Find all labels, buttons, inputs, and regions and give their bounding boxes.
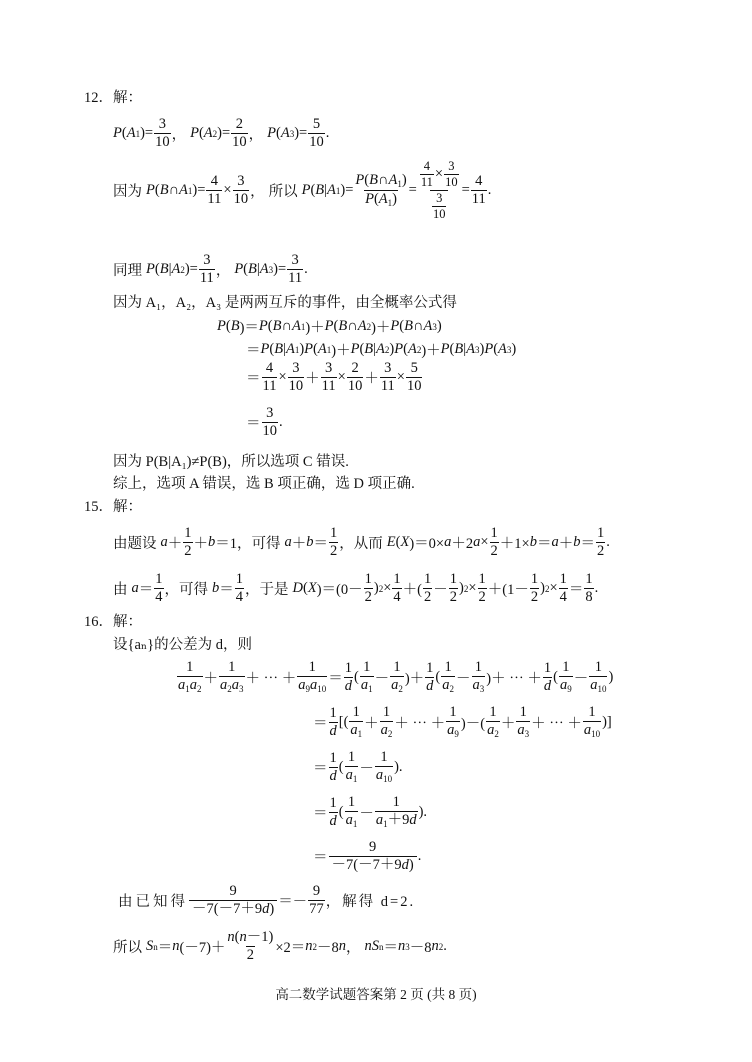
- q16-result-line: 所以 S n ＝ n (－7)＋ $\frac{n(n-1)}{2}$ ×2＝ n 2 －8 n ， nS n ＝ n 3 －8 n 2 .: [113, 929, 447, 964]
- q12-same-line: 同理 P ( B | A 2 )= $\frac{3}{11}$ ， P ( B | A 3 )= $\frac{3}{11}$ .: [113, 252, 308, 287]
- q12-conclusion1: 因为 P(B|A₁)≠P(B)，所以选项 C 错误.: [113, 454, 349, 470]
- q16-known-lead: 由已知得: [118, 894, 188, 911]
- q15-line1: 由题设 a ＋ $\frac{1}{2}$ ＋ b ＝1 ，可得 a ＋ b ＝ $\frac{1}{2}$ ，从而 E ( X )＝0× a ＋2 a × $\frac{1}{2}$ ＋1× b ＝ a ＋ b ＝ $\frac{1}{2}$ .: [113, 525, 610, 560]
- q15-line2-tail: ，于是: [245, 582, 289, 599]
- q15-line2-mid: ，可得: [164, 582, 208, 599]
- q15-line2-lead: 由: [113, 582, 128, 599]
- q16-known-tail: ，解得 d=2.: [325, 894, 416, 911]
- q16-heading: 16．解：: [84, 614, 142, 630]
- q12-conditional-line: 因为 P ( B ∩ A 1 )= $\frac{4}{11}$ × $\frac{3}{10}$ ， 所以 P ( B | A 1 )= $\frac{P(B\cap A_1)}{P(A_1)}$ = $\frac{4}{11}$ × $\frac{3}{10}$ $\frac{3}{10}$ = $\frac{4}{11}$ .: [113, 159, 492, 222]
- q12-total-prob-line2: ＝ P ( B | A 1 ) P ( A 1 )＋ P ( B | A 2 ) P ( A 2 )＋ P ( B | A 3 ) P ( A 3 ): [246, 341, 517, 359]
- q16-sum-line5: ＝ $\frac{9}{-7(-7+9d)}$ .: [313, 839, 422, 874]
- q15-line1-mid: ，可得: [237, 536, 281, 553]
- q15-line1-tail: ，从而: [339, 536, 383, 553]
- q12-total-prob-line1: P ( B )＝ P ( B ∩ A 1 )＋ P ( B ∩ A 2 )＋ P ( B ∩ A 3 ): [217, 318, 442, 336]
- q12-total-prob-line3: ＝ $\frac{4}{11}$ × $\frac{3}{10}$ ＋ $\frac{3}{11}$ × $\frac{2}{10}$ ＋ $\frac{3}{11}$ × $\frac{5}{10}$: [246, 360, 422, 395]
- q12-events-text: 因为 A₁，A₂，A₃ 是两两互斥的事件，由全概率公式得: [113, 295, 457, 311]
- q12-probabilities-line: P ( A 1 )= $\frac{3}{10}$ ， P ( A 2 )= $\frac{2}{10}$ ， P ( A 3 )= $\frac{5}{10}$ .: [113, 116, 330, 151]
- q16-sum-line4: ＝ $\frac{1}{d}$ ( $\frac{1}{a_1}$ － $\frac{1}{a_1+9d}$ ).: [313, 794, 428, 830]
- q15-line2: 由 a ＝ $\frac{1}{4}$ ，可得 b ＝ $\frac{1}{4}$ ，于是 D ( X )＝(0－ $\frac{1}{2}$ ) 2 × $\frac{1}{4}$ ＋( $\frac{1}{2}$ － $\frac{1}{2}$ ) 2 × $\frac{1}{2}$ ＋(1－ $\frac{1}{2}$ ) 2 × $\frac{1}{4}$ ＝ $\frac{1}{8}$ .: [113, 571, 599, 606]
- therefore-label: 所以: [268, 184, 298, 201]
- because-label: 因为: [113, 184, 142, 201]
- q12-total-prob-line4: ＝ $\frac{3}{10}$ .: [246, 405, 283, 440]
- same-label: 同理: [113, 263, 142, 280]
- q16-known-line: 由已知得 $\frac{9}{-7(-7+9d)}$ ＝－ $\frac{9}{77}$ ，解得 d=2.: [118, 883, 416, 918]
- page-footer: 高二数学试题答案第 2 页 (共 8 页): [275, 987, 477, 1002]
- q12-heading: 12．解：: [84, 90, 142, 106]
- q15-heading: 15．解：: [84, 499, 142, 515]
- q16-sum-line1: $\frac{1}{a_1a_2}$ ＋ $\frac{1}{a_2a_3}$ ＋ ⋯ ＋ $\frac{1}{a_9a_{10}}$ ＝ $\frac{1}{d}$ ( $\frac{1}{a_1}$ － $\frac{1}{a_2}$ )＋ $\frac{1}{d}$ ( $\frac{1}{a_2}$ － $\frac{1}{a_3}$ )＋ ⋯ ＋ $\frac{1}{d}$ ( $\frac{1}{a_9}$ － $\frac{1}{a_{10}}$ ): [178, 659, 614, 695]
- q16-sum-line3: ＝ $\frac{1}{d}$ ( $\frac{1}{a_1}$ － $\frac{1}{a_{10}}$ ).: [313, 749, 403, 785]
- q15-line1-lead: 由题设: [113, 536, 157, 553]
- q12-conclusion2: 综上，选项 A 错误，选 B 项正确，选 D 项正确.: [113, 476, 415, 492]
- q16-result-lead: 所以: [113, 940, 142, 957]
- q16-sum-line2: ＝ $\frac{1}{d}$ [( $\frac{1}{a_1}$ ＋ $\frac{1}{a_2}$ ＋ ⋯ ＋ $\frac{1}{a_9}$ )－( $\frac{1}{a_2}$ ＋ $\frac{1}{a_3}$ ＋ ⋯ ＋ $\frac{1}{a_{10}}$ )]: [313, 704, 612, 740]
- q16-setup: 设{aₙ}的公差为 d，则: [113, 637, 253, 653]
